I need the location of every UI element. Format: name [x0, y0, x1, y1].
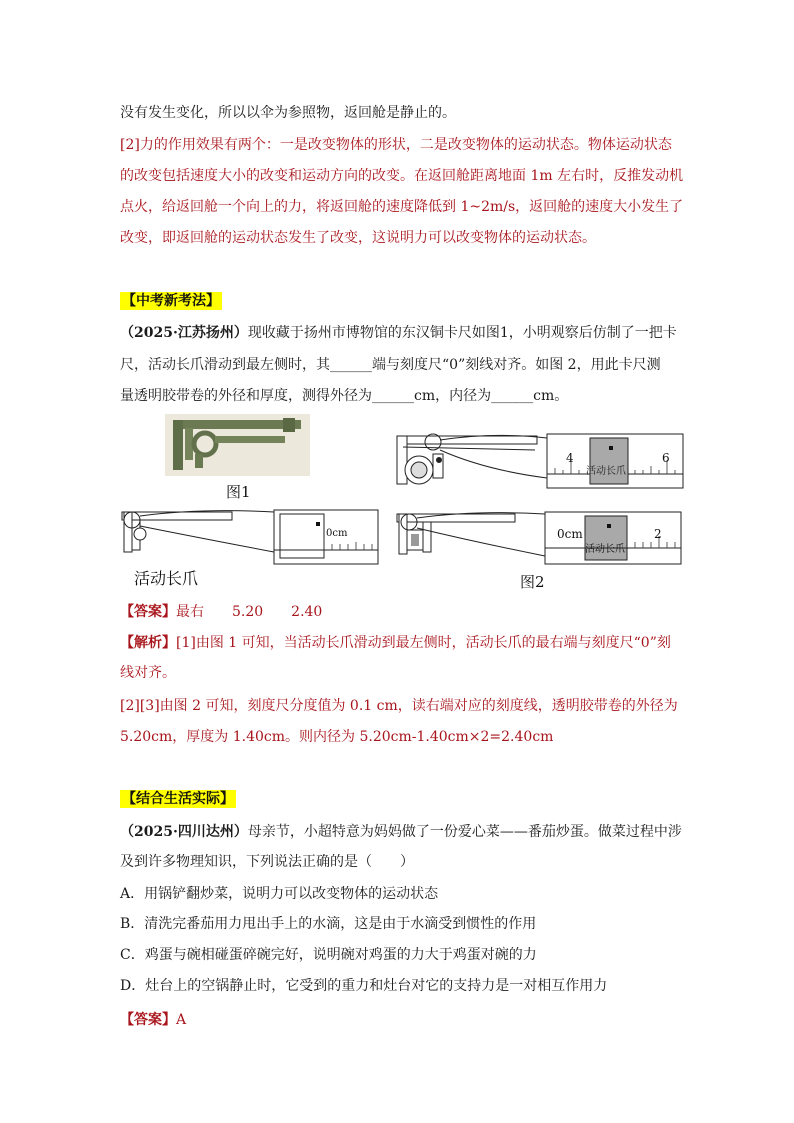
question-source: （2025·江苏扬州） [120, 325, 248, 341]
section-tag: 【中考新考法】 [122, 293, 220, 309]
text-line: 没有发生变化，所以以伞为参照物，返回舱是静止的。 [120, 105, 456, 121]
tick-label-2: 2 [654, 527, 662, 541]
text-line: 改变，即返回舱的运动状态发生了改变，这说明力可以改变物体的运动状态。 [120, 230, 596, 246]
sliding-claw-label: 活动长爪 [585, 544, 625, 555]
analysis-line [120, 633, 680, 653]
caliper-outer-diameter-diagram [395, 430, 685, 490]
answer-value: A [176, 1012, 187, 1028]
question-line: 尺，活动长爪滑动到最左侧时，其______端与刻度尺“0”刻线对齐。如图 2，用此卡尺测 [120, 357, 661, 373]
option-d: D．灶台上的空锅静止时，它受到的重力和灶台对它的支持力是一对相互作用力 [120, 978, 608, 994]
analysis-text: [1]由图 1 可知，当活动长爪滑动到最左侧时，活动长爪的最右端与刻度尺“0”刻 [176, 635, 671, 651]
fig1-caption: 图1 [226, 483, 251, 501]
answer-label: 【答案】 [120, 604, 176, 620]
question-line [120, 323, 680, 343]
caliper-thickness-diagram [395, 508, 685, 566]
answer-label: 【答案】 [120, 1012, 176, 1028]
question-line: 量透明胶带卷的外径和厚度，测得外径为______cm，内径为______cm。 [120, 388, 569, 404]
analysis-label: 【解析】 [120, 635, 176, 651]
question-text: 现收藏于扬州市博物馆的东汉铜卡尺如图1，小明观察后仿制了一把卡 [247, 325, 677, 341]
section-tag: 【结合生活实际】 [122, 791, 234, 807]
question-source: （2025·四川达州） [120, 824, 248, 840]
fig2-caption: 图2 [520, 573, 545, 591]
answer-line [120, 602, 680, 622]
answer-values: 最右 5.20 2.40 [176, 604, 323, 620]
sliding-claw-caption: 活动长爪 [134, 569, 199, 588]
bronze-caliper-photo [165, 414, 310, 476]
analysis-line: [2][3]由图 2 可知，刻度尺分度值为 0.1 cm，读右端对应的刻度线，透明胶带卷的外径为 [120, 698, 678, 714]
option-b: B．清洗完番茄用力甩出手上的水滴，这是由于水滴受到惯性的作用 [120, 916, 537, 932]
sliding-claw-label: 活动长爪 [586, 466, 626, 477]
question-line: 及到许多物理知识，下列说法正确的是（ ） [120, 854, 414, 870]
option-a: A．用锅铲翻炒菜，说明力可以改变物体的运动状态 [120, 886, 439, 902]
question-line [120, 822, 680, 842]
question-text: 母亲节，小超特意为妈妈做了一份爱心菜——番茄炒蛋。做菜过程中涉 [247, 824, 682, 840]
text-line: 的改变包括速度大小的改变和运动方向的改变。在返回舱距离地面 1m 左右时，反推发动机 [120, 168, 684, 184]
tick-label-6: 6 [662, 451, 670, 465]
analysis-line: 5.20cm，厚度为 1.40cm。则内径为 5.20cm-1.40cm×2=2.40cm [120, 729, 554, 745]
option-c: C．鸡蛋与碗相碰蛋碎碗完好，说明碗对鸡蛋的力大于鸡蛋对碗的力 [120, 947, 537, 963]
text-line: 点火，给返回舱一个向上的力，将返回舱的速度降低到 1~2m/s，返回舱的速度大小发生了 [120, 199, 684, 215]
analysis-line: 线对齐。 [120, 665, 176, 681]
text-line: [2]力的作用效果有两个：一是改变物体的形状，二是改变物体的运动状态。物体运动状态 [120, 137, 672, 153]
tick-label-0cm: 0cm [326, 528, 348, 539]
tick-label-4: 4 [566, 451, 574, 465]
tick-label-0cm-right: 0cm [557, 527, 583, 541]
answer-line [120, 1010, 680, 1030]
